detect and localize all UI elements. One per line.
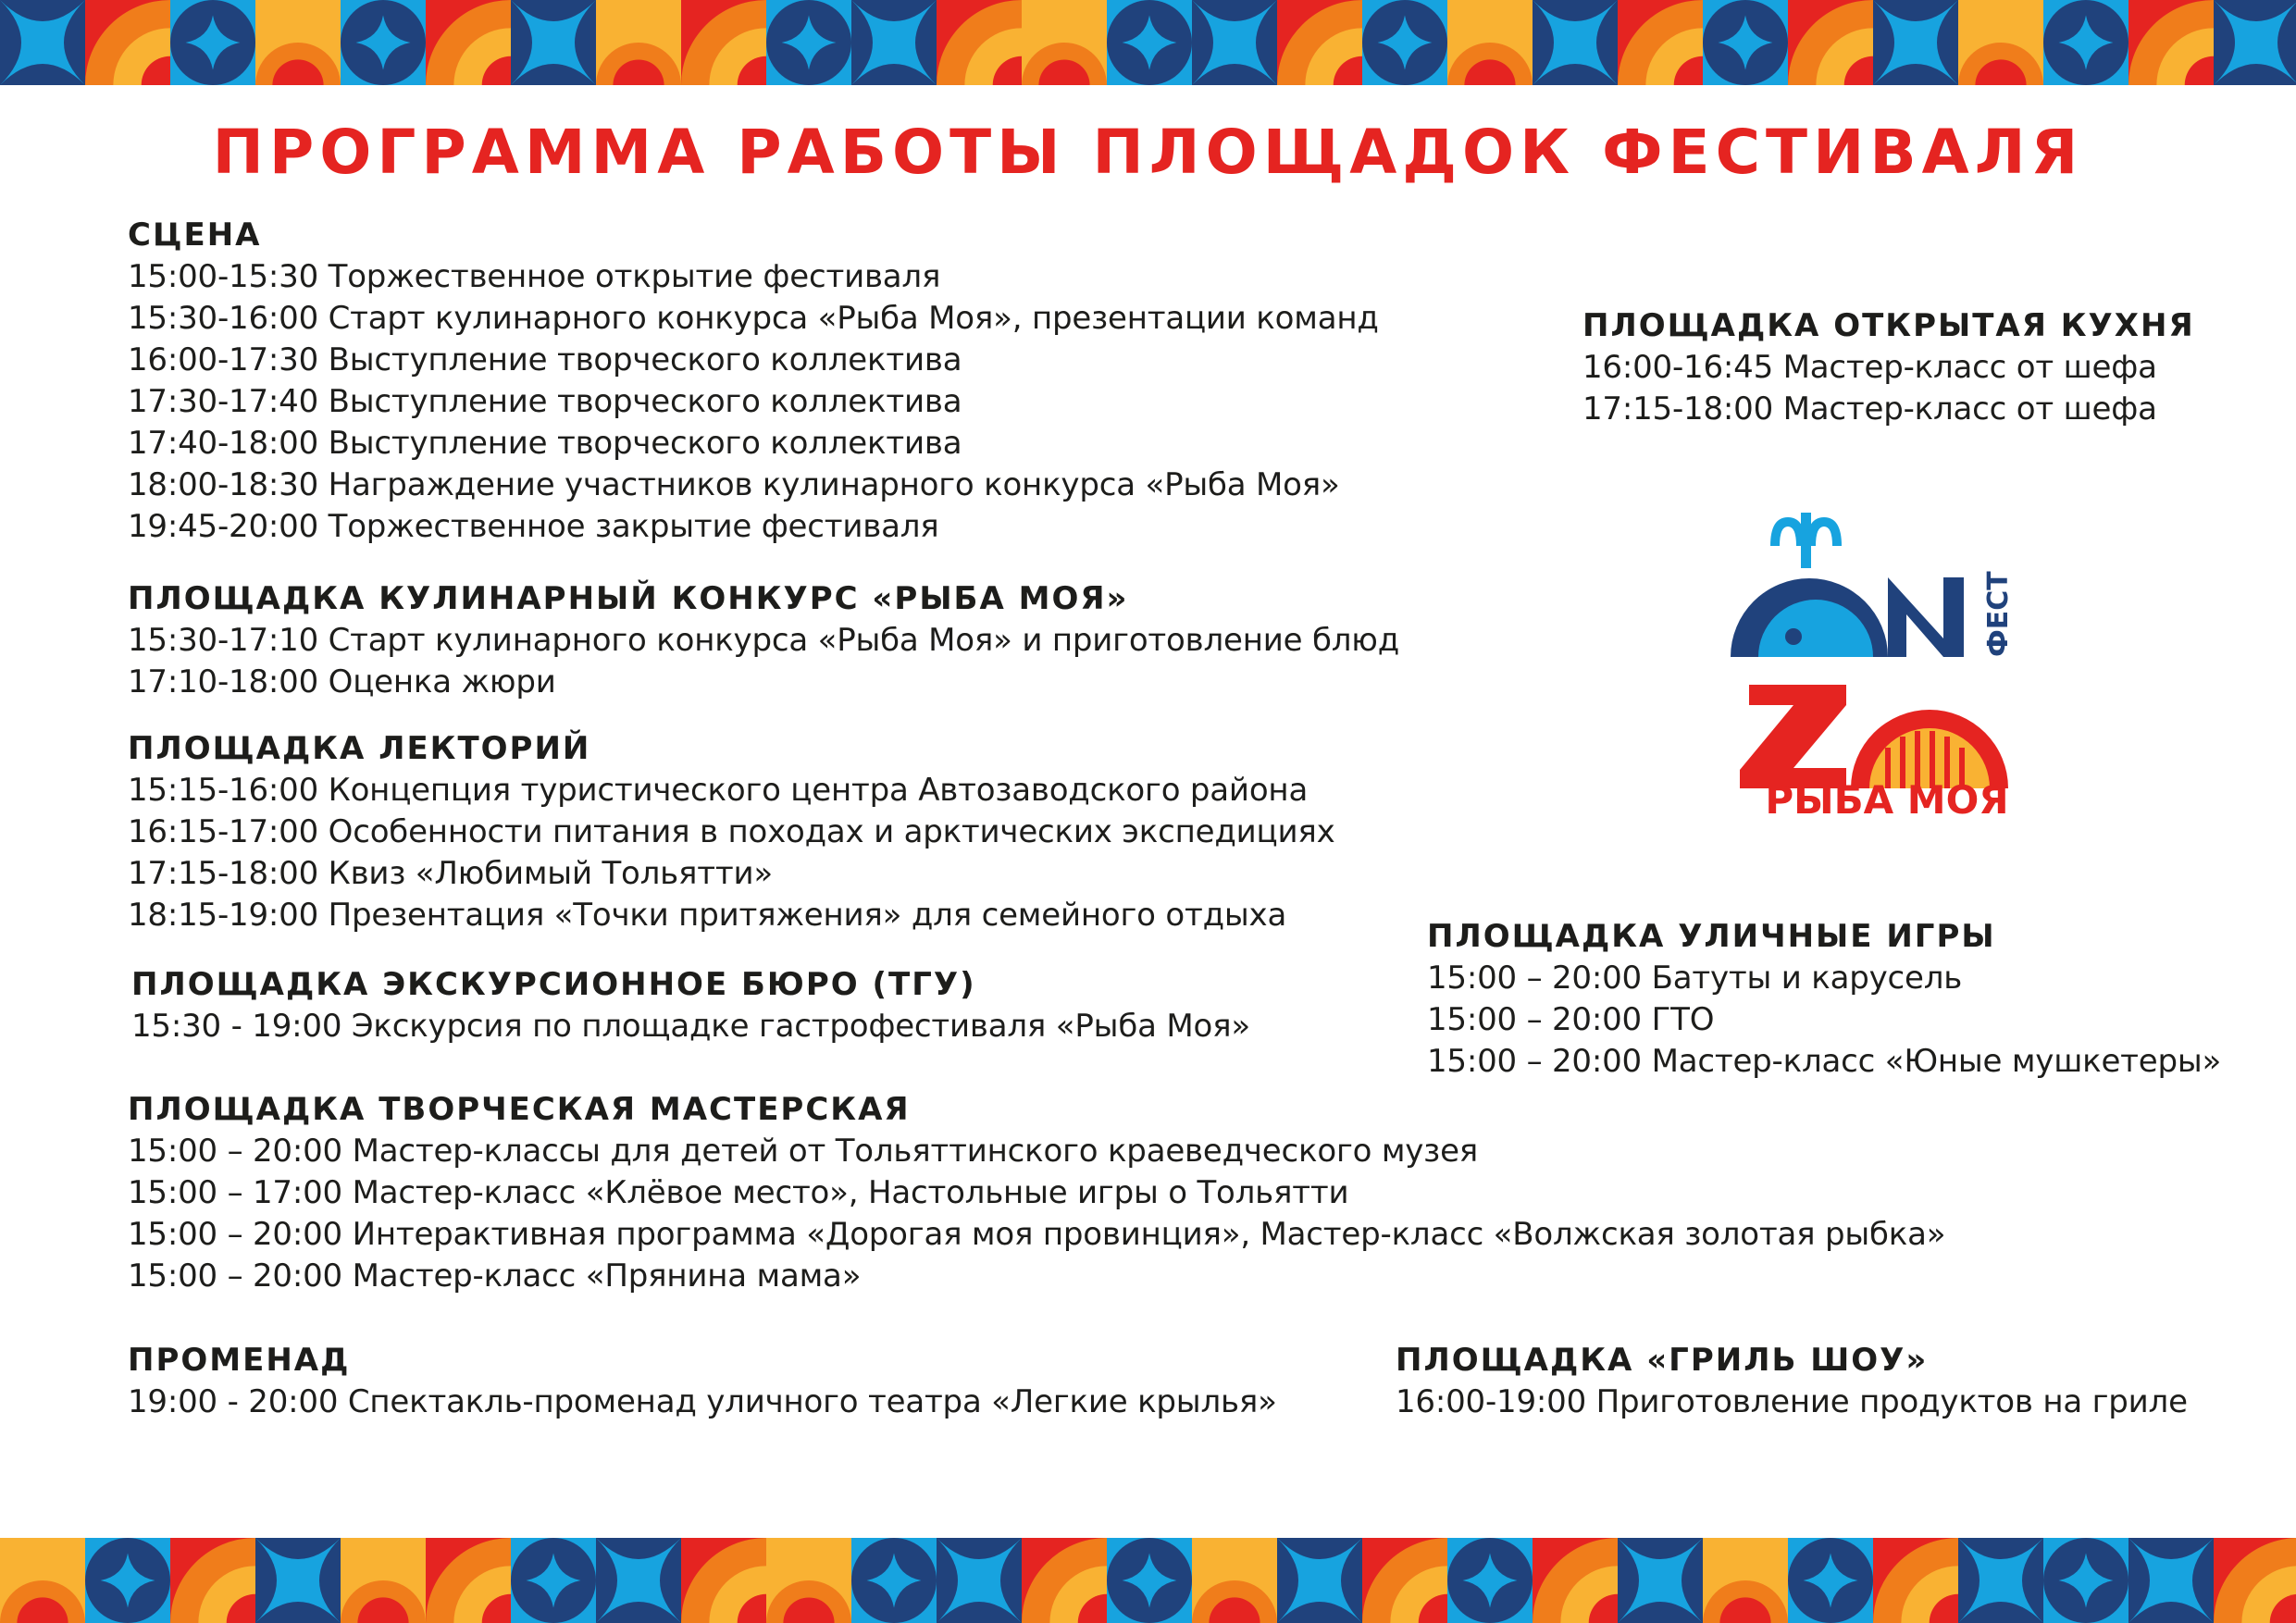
section-heading: ПЛОЩАДКА ТВОРЧЕСКАЯ МАСТЕРСКАЯ (128, 1091, 911, 1128)
schedule-item: 15:00 – 20:00 Интерактивная программа «Дорогая моя провинция», Мастер-класс «Волжская золотая рыбка» (128, 1216, 1946, 1253)
schedule-item: 15:00 – 17:00 Мастер-класс «Клёвое место», Настольные игры о Тольятти (128, 1174, 1349, 1211)
section-lectory (128, 728, 1335, 936)
schedule-item: 15:30-16:00 Старт кулинарного конкурса «Рыба Моя», презентации команд (128, 300, 1379, 337)
schedule-item: 15:30 - 19:00 Экскурсия по площадке гастрофестиваля «Рыба Моя» (131, 1008, 1250, 1045)
section-creative-workshop (128, 1089, 1945, 1297)
section-heading: ПЛОЩАДКА КУЛИНАРНЫЙ КОНКУРС «РЫБА МОЯ» (128, 580, 1129, 617)
section-heading: СЦЕНА (128, 217, 262, 254)
schedule-item: 17:30-17:40 Выступление творческого коллектива (128, 383, 962, 420)
schedule-item: 15:00 – 20:00 Мастер-класс «Прянина мама» (128, 1258, 862, 1295)
schedule-item: 16:00-17:30 Выступление творческого коллектива (128, 341, 962, 378)
section-street-games (1427, 916, 2221, 1083)
geometric-pattern-icon (0, 0, 2296, 85)
schedule-item: 15:15-16:00 Концепция туристического центра Автозаводского района (128, 772, 1309, 809)
section-scena (128, 215, 1379, 548)
schedule-item: 17:40-18:00 Выступление творческого коллектива (128, 425, 962, 462)
section-excursion-bureau (131, 964, 1250, 1047)
schedule-item: 17:15-18:00 Квиз «Любимый Тольятти» (128, 855, 773, 892)
logo-vertical-text: ФЕСТ (1982, 571, 2015, 657)
section-heading: ПЛОЩАДКА ОТКРЫТАЯ КУХНЯ (1582, 307, 2195, 344)
section-promenade (128, 1340, 1277, 1423)
festival-logo (1721, 500, 2036, 833)
page-title: ПРОГРАММА РАБОТЫ ПЛОЩАДОК ФЕСТИВАЛЯ (212, 117, 2084, 188)
schedule-item: 16:00-19:00 Приготовление продуктов на гриле (1396, 1383, 2188, 1420)
schedule-item: 17:15-18:00 Мастер-класс от шефа (1582, 390, 2157, 427)
schedule-item: 18:15-19:00 Презентация «Точки притяжения» для семейного отдыха (128, 897, 1287, 934)
section-heading: ПЛОЩАДКА ЛЕКТОРИЙ (128, 730, 591, 767)
schedule-item: 15:00 – 20:00 ГТО (1427, 1001, 1715, 1038)
schedule-item: 15:00-15:30 Торжественное открытие фестиваля (128, 258, 941, 295)
logo-text: РЫБА МОЯ (1765, 777, 2009, 823)
section-heading: ПЛОЩАДКА ЭКСКУРСИОННОЕ БЮРО (ТГУ) (131, 966, 976, 1003)
section-open-kitchen (1582, 305, 2195, 430)
schedule-item: 15:00 – 20:00 Батуты и карусель (1427, 960, 1963, 997)
section-culinary-contest (128, 578, 1399, 703)
section-grill-show (1396, 1340, 2188, 1423)
schedule-item: 15:30-17:10 Старт кулинарного конкурса «Рыба Моя» и приготовление блюд (128, 622, 1400, 659)
schedule-item: 15:00 – 20:00 Мастер-классы для детей от Тольяттинского краеведческого музея (128, 1133, 1479, 1170)
geometric-pattern-icon (0, 1538, 2296, 1623)
schedule-item: 15:00 – 20:00 Мастер-класс «Юные мушкетеры» (1427, 1043, 2222, 1080)
section-heading: ПЛОЩАДКА «ГРИЛЬ ШОУ» (1396, 1342, 1929, 1379)
schedule-item: 17:10-18:00 Оценка жюри (128, 663, 556, 700)
schedule-item: 16:15-17:00 Особенности питания в походах и арктических экспедициях (128, 813, 1335, 850)
bottom-decorative-border (0, 1538, 2296, 1623)
schedule-item: 19:45-20:00 Торжественное закрытие фестиваля (128, 508, 939, 545)
schedule-item: 16:00-16:45 Мастер-класс от шефа (1582, 349, 2157, 386)
top-decorative-border (0, 0, 2296, 85)
schedule-item: 18:00-18:30 Награждение участников кулинарного конкурса «Рыба Моя» (128, 466, 1340, 503)
section-heading: ПРОМЕНАД (128, 1342, 351, 1379)
section-heading: ПЛОЩАДКА УЛИЧНЫЕ ИГРЫ (1427, 918, 1996, 955)
schedule-item: 19:00 - 20:00 Спектакль-променад уличного театра «Легкие крылья» (128, 1383, 1277, 1420)
